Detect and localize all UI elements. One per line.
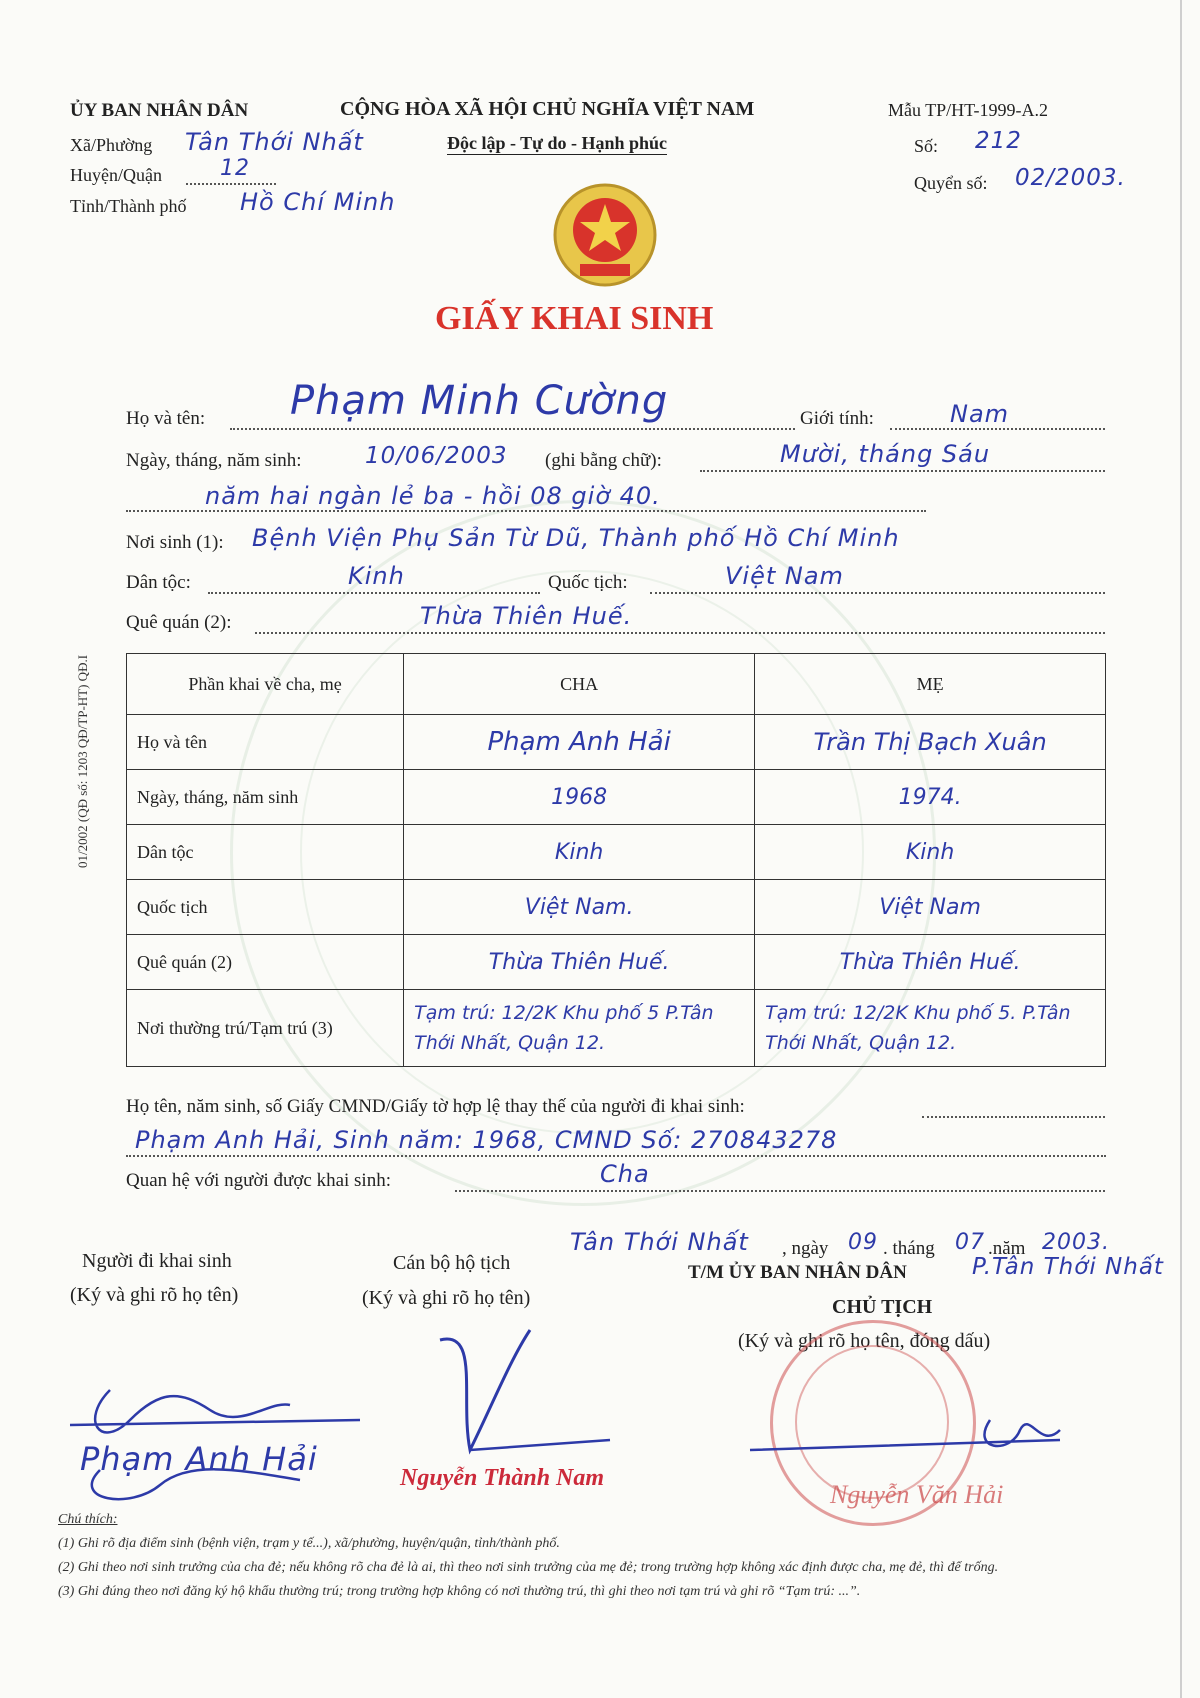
dob-value: 10/06/2003 [365, 443, 508, 469]
chairman-note: (Ký và ghi rõ họ tên, đóng dấu) [738, 1330, 991, 1352]
date-day: 09 [848, 1230, 878, 1255]
table-header-row [127, 654, 1106, 715]
country-title: CỘNG HÒA XÃ HỘI CHỦ NGHĨA VIỆT NAM [340, 98, 755, 120]
district-label: Huyện/Quận [70, 165, 162, 185]
row-label: Họ và tên [127, 715, 404, 770]
dob-words-2: năm hai ngàn lẻ ba - hồi 08 giờ 40. [205, 482, 661, 510]
chairman-signature-icon [740, 1400, 1080, 1470]
father-nationality: Việt Nam. [404, 880, 755, 935]
date-year: 2003. [1042, 1230, 1110, 1255]
table-row [127, 935, 1106, 990]
page-edge [1180, 0, 1182, 1698]
declarant-value: Phạm Anh Hải, Sinh năm: 1968, CMND Số: 270843278 [135, 1126, 838, 1154]
book-label: Quyển số: [914, 173, 988, 193]
hometown-dots [255, 632, 1105, 634]
row-label: Nơi thường trú/Tạm trú (3) [127, 990, 404, 1067]
number-value: 212 [975, 128, 1022, 154]
officer-note: (Ký và ghi rõ họ tên) [362, 1287, 531, 1309]
hometown-value: Thừa Thiên Huế. [420, 602, 633, 630]
date-day-label: , ngày [782, 1238, 829, 1259]
date-year-label: .năm [988, 1238, 1026, 1259]
side-code: 01/2002 (QĐ số: 1203 QĐ/TP-HT) QĐ.I [75, 654, 90, 868]
mother-nationality: Việt Nam [755, 880, 1106, 935]
chairman-title: CHỦ TỊCH [832, 1296, 933, 1318]
date-month: 07 [955, 1230, 985, 1255]
notes-title: Chú thích: [58, 1512, 118, 1527]
table-row [127, 880, 1106, 935]
table-row [127, 990, 1106, 1067]
dob-words-2-dots [126, 510, 926, 512]
table-row [127, 825, 1106, 880]
nationality-dots [650, 592, 1105, 594]
gender-value: Nam [950, 400, 1010, 428]
ward-label: Xã/Phường [70, 135, 153, 155]
district-dots [186, 183, 276, 185]
note-item: (2) Ghi theo nơi sinh trưởng của cha đẻ; nếu không rõ cha đẻ là ai, thì theo nơi sinh trưởng của mẹ đẻ; trong trường hợp không xác định được cha, mẹ đẻ, thì để trống. [58, 1560, 999, 1575]
dob-words-dots [700, 470, 1105, 472]
ethnicity-dots [208, 592, 540, 594]
nationality-label: Quốc tịch: [548, 572, 628, 593]
father-ethnicity: Kinh [404, 825, 755, 880]
officer-title: Cán bộ hộ tịch [393, 1252, 511, 1274]
father-name: Phạm Anh Hải [404, 715, 755, 770]
declarant-label-dots [922, 1116, 1105, 1118]
chairman-name: Nguyễn Văn Hải [830, 1480, 1004, 1509]
note-item: (1) Ghi rõ địa điểm sinh (bệnh viện, trạm y tế...), xã/phường, huyện/quận, tỉnh/thành phố. [58, 1536, 560, 1551]
dob-words-label: (ghi bằng chữ): [545, 450, 662, 471]
relation-label: Quan hệ với người được khai sinh: [126, 1170, 391, 1191]
father-dob: 1968 [404, 770, 755, 825]
document-title: GIẤY KHAI SINH [435, 300, 714, 337]
national-emblem-icon [550, 180, 660, 290]
mother-name: Trần Thị Bạch Xuân [755, 715, 1106, 770]
dob-label: Ngày, tháng, năm sinh: [126, 450, 302, 471]
child-name-dots [230, 428, 795, 430]
father-hometown: Thừa Thiên Huế. [404, 935, 755, 990]
motto: Độc lập - Tự do - Hạnh phúc [447, 133, 668, 153]
ward-value: Tân Thới Nhất [185, 128, 364, 156]
row-label: Dân tộc [127, 825, 404, 880]
row-label: Ngày, tháng, năm sinh [127, 770, 404, 825]
left-title: ỦY BAN NHÂN DÂN [70, 100, 249, 121]
relation-value: Cha [600, 1160, 650, 1188]
birthplace-value: Bệnh Viện Phụ Sản Từ Dũ, Thành phố Hồ Chí Minh [252, 524, 900, 552]
mother-residence: Tạm trú: 12/2K Khu phố 5. P.Tân Thới Nhất, Quận 12. [755, 990, 1106, 1067]
gender-dots [890, 428, 1105, 430]
officer-name: Nguyễn Thành Nam [400, 1465, 605, 1491]
hometown-label: Quê quán (2): [126, 612, 232, 633]
table-header-cell: MẸ [755, 654, 1106, 715]
table-header-cell: CHA [404, 654, 755, 715]
book-value: 02/2003. [1015, 165, 1126, 191]
child-name-label: Họ và tên: [126, 408, 206, 429]
ethnicity-label: Dân tộc: [126, 572, 191, 593]
parents-table [126, 653, 1106, 1067]
declarant-sign-name: Phạm Anh Hải [80, 1440, 318, 1478]
committee-title: T/M ỦY BAN NHÂN DÂN [688, 1262, 907, 1283]
province-label: Tỉnh/Thành phố [70, 196, 187, 216]
declarant-signature-icon [40, 1360, 380, 1510]
district-value: 12 [220, 156, 250, 181]
declarant-sign-title: Người đi khai sinh [82, 1250, 232, 1272]
declarant-label: Họ tên, năm sinh, số Giấy CMND/Giấy tờ hợp lệ thay thế của người đi khai sinh: [126, 1096, 745, 1117]
ethnicity-value: Kinh [348, 562, 405, 590]
father-residence: Tạm trú: 12/2K Khu phố 5 P.Tân Thới Nhất, Quận 12. [404, 990, 755, 1067]
relation-dots [455, 1190, 1105, 1192]
province-value: Hồ Chí Minh [240, 188, 396, 216]
mother-ethnicity: Kinh [755, 825, 1106, 880]
gender-label: Giới tính: [800, 408, 874, 429]
mother-hometown: Thừa Thiên Huế. [755, 935, 1106, 990]
declarant-value-dots [126, 1155, 1106, 1157]
row-label: Quốc tịch [127, 880, 404, 935]
table-row [127, 770, 1106, 825]
birthplace-label: Nơi sinh (1): [126, 532, 224, 553]
mother-dob: 1974. [755, 770, 1106, 825]
number-label: Số: [914, 136, 939, 156]
table-header-cell: Phần khai về cha, mẹ [127, 654, 404, 715]
dob-words-1: Mười, tháng Sáu [780, 440, 991, 468]
nationality-value: Việt Nam [725, 562, 844, 590]
committee-place: P.Tân Thới Nhất [972, 1254, 1164, 1280]
form-code: Mẫu TP/HT-1999-A.2 [888, 100, 1049, 120]
child-name-value: Phạm Minh Cường [290, 378, 669, 424]
officer-signature-icon [420, 1320, 620, 1470]
row-label: Quê quán (2) [127, 935, 404, 990]
date-month-label: . tháng [883, 1238, 935, 1259]
table-row [127, 715, 1106, 770]
declarant-sign-note: (Ký và ghi rõ họ tên) [70, 1284, 239, 1306]
note-item: (3) Ghi đúng theo nơi đăng ký hộ khẩu thường trú; trong trường hợp không có nơi thường trú, thì ghi theo nơi tạm trú và ghi rõ “Tạm trú: ...”. [58, 1584, 861, 1599]
date-place: Tân Thới Nhất [570, 1228, 749, 1256]
